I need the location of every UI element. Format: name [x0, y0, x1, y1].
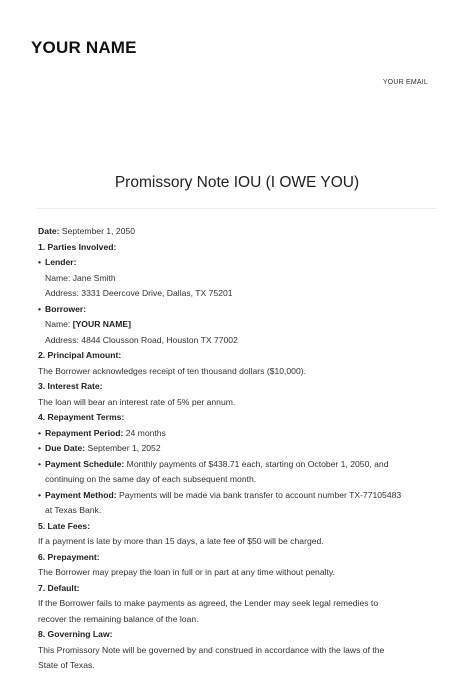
lender-label: • Lender:	[38, 255, 438, 271]
section-default-heading: 7. Default:	[38, 582, 80, 593]
date-label: Date:	[38, 226, 60, 236]
payment-schedule-cont: continuing on the same day of each subsequent month.	[45, 474, 257, 484]
section-governing-law-heading: 8. Governing Law:	[38, 629, 113, 639]
sender-name: YOUR NAME	[31, 38, 137, 57]
borrower-name	[38, 317, 438, 333]
payment-method	[38, 488, 438, 504]
section-default-text-1: If the Borrower fails to make payments as agreed, the Lender may seek legal remedies to	[38, 598, 379, 608]
date-line	[38, 224, 438, 240]
borrower-address: Address: 4844 Clousson Road, Houston TX 77002	[45, 334, 238, 345]
payment-schedule-label: Payment Schedule:	[45, 458, 125, 469]
section-governing-law-text-1: This Promissory Note will be governed by and construed in accordance with the laws of the	[38, 644, 385, 655]
section-default-text-2: recover the remaining balance of the loan.	[38, 613, 199, 624]
payment-method-value: Payments will be made via bank transfer to account number TX-77105483	[116, 489, 402, 500]
title-divider	[37, 208, 437, 209]
date-value: September 1, 2050	[59, 226, 135, 236]
borrower-label: • Borrower:	[38, 302, 438, 318]
payment-schedule	[38, 457, 438, 473]
document-title: Promissory Note IOU (I OWE YOU)	[114, 174, 360, 191]
payment-schedule-value: Monthly payments of $438.71 each, starting on October 1, 2050, and	[124, 458, 389, 469]
section-late-fees-heading: 5. Late Fees:	[38, 520, 91, 531]
section-prepayment-heading: 6. Prepayment:	[38, 551, 100, 562]
section-interest-heading: 3. Interest Rate:	[38, 381, 103, 391]
sender-email: YOUR EMAIL	[382, 79, 428, 86]
section-late-fees-text: If a payment is late by more than 15 days, a late fee of $50 will be charged.	[38, 536, 324, 546]
section-principal-heading: 2. Principal Amount:	[38, 350, 122, 360]
due-date-value: September 1, 2052	[85, 443, 161, 453]
payment-method-label: Payment Method:	[45, 489, 117, 500]
section-repayment-heading: 4. Repayment Terms:	[38, 412, 125, 422]
due-date-label: Due Date:	[45, 443, 86, 453]
repayment-period-label: Repayment Period:	[45, 427, 124, 438]
section-interest-text: The loan will bear an interest rate of 5% per annum.	[38, 396, 236, 407]
lender-address: Address: 3331 Deercove Drive, Dallas, TX 75201	[45, 288, 233, 298]
borrower-name-prefix: Name:	[45, 319, 73, 329]
payment-method-cont: at Texas Bank.	[45, 505, 102, 515]
section-parties-heading: 1. Parties Involved:	[38, 241, 117, 252]
due-date	[38, 441, 438, 457]
section-prepayment-text: The Borrower may prepay the loan in full or in part at any time without penalty.	[38, 567, 335, 577]
section-principal-text: The Borrower acknowledges receipt of ten thousand dollars ($10,000).	[38, 365, 306, 376]
document-body	[38, 224, 438, 674]
borrower-name-value: [YOUR NAME]	[72, 319, 131, 329]
section-governing-law-text-2: State of Texas.	[38, 660, 95, 670]
lender-name: Name: Jane Smith	[45, 272, 116, 283]
repayment-period-value: 24 months	[123, 427, 166, 438]
repayment-period	[38, 426, 438, 442]
